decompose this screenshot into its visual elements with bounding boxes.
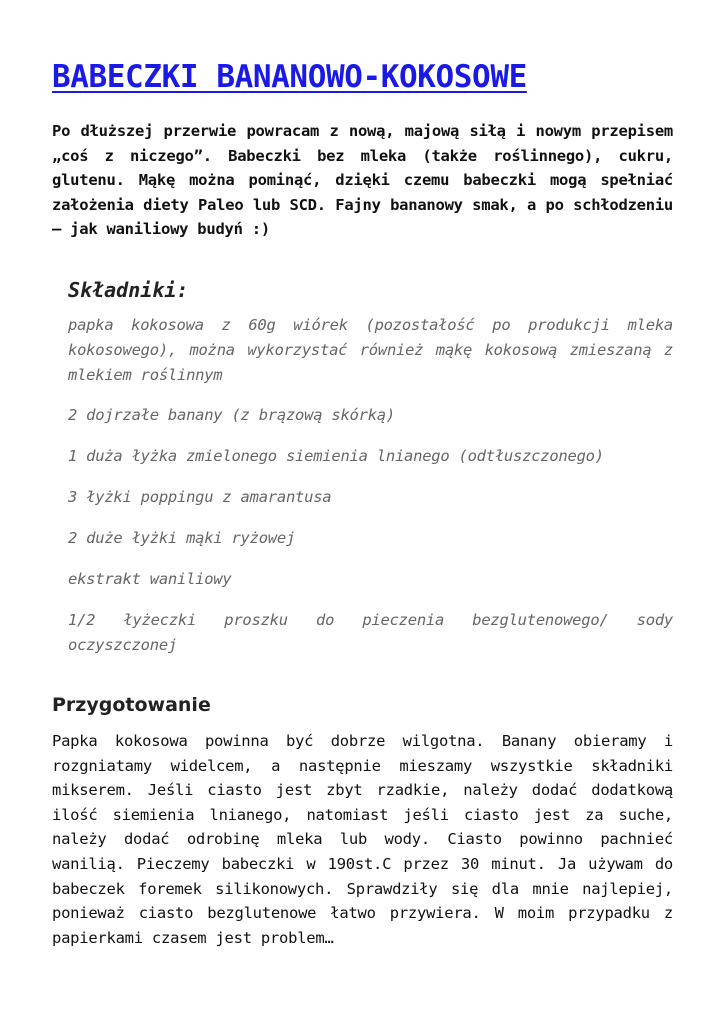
ingredient-item: 2 duże łyżki mąki ryżowej	[68, 529, 296, 547]
ingredient-item: 1/2 łyżeczki proszku do pieczenia bezglutenowego/ sody oczyszczonej	[68, 611, 673, 654]
ingredient-item: 2 dojrzałe banany (z brązową skórką)	[68, 406, 395, 424]
ingredient-item: 3 łyżki poppingu z amarantusa	[68, 488, 332, 506]
ingredients-heading: Składniki:	[68, 278, 189, 302]
ingredient-item: papka kokosowa z 60g wiórek (pozostałość po produkcji mleka kokosowego), można wykorzystać również mąkę kokosową zmieszaną z mlekiem roślinnym	[68, 316, 673, 384]
ingredient-item: 1 duża łyżka zmielonego siemienia lnianego (odtłuszczonego)	[68, 447, 604, 465]
preparation-text: Papka kokosowa powinna być dobrze wilgotna. Banany obieramy i rozgniatamy widelcem, a następnie mieszamy wszystkie składniki mikserem. Jeśli ciasto jest zbyt rzadkie, należy dodać dodatkową ilość siemienia lnianego, natomiast jeśli ciasto jest za suche, należy dodać odrobinę mleka lub wody. Ciasto powinno pachnieć wanilią. Pieczemy babeczki w 190st.C przez 30 minut. Ja używam do babeczek foremek silikonowych. Sprawdziły się dla mnie najlepiej, ponieważ ciasto bezglutenowe łatwo przywiera. W moim przypadku z papierkami czasem jest problem…	[52, 732, 673, 947]
article-intro: Po dłuższej przerwie powracam z nową, majową siłą i nowym przepisem „coś z niczego”. Babeczki bez mleka (także roślinnego), cukru, glutenu. Mąkę można pominąć, dzięki czemu babeczki mogą spełniać założenia diety Paleo lub SCD. Fajny bananowy smak, a po schłodzeniu – jak waniliowy budyń :)	[52, 122, 673, 239]
article-title-link[interactable]: BABECZKI BANANOWO-KOKOSOWE	[52, 59, 527, 95]
preparation-heading: Przygotowanie	[52, 694, 211, 716]
ingredient-item: ekstrakt waniliowy	[68, 570, 232, 588]
